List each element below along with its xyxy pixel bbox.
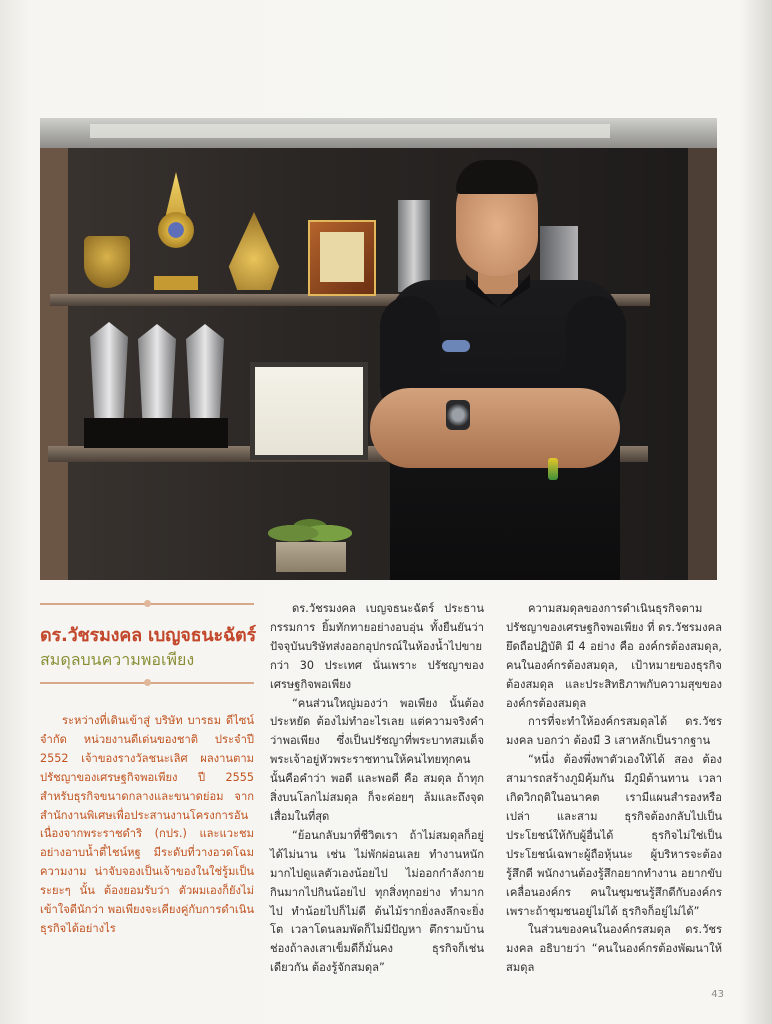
wood-plaque-award (308, 220, 376, 296)
crystal-award (186, 324, 224, 424)
body-column-3 (506, 600, 722, 978)
ornament-divider (40, 682, 254, 684)
paragraph: “คนส่วนใหญ่มองว่า พอเพียง นั้นต้องประหยัด ต้องไม่ทำอะไรเลย แต่ความจริงคำว่าพอเพียง ซึ่งเป็นปรัชญาที่พระบาทสมเด็จพระเจ้าอยู่หัวพระราชทานให้คนไทยทุกคนนั้นคือคำว่า พอดี และพอดี คือ สมดุล ถ้าทุกสิ่งบนโลกไม่สมดุล ก็จะค่อยๆ ล้มและถึงจุดเสื่อมในที่สุด (270, 696, 484, 823)
gold-shield-award (84, 236, 130, 288)
gold-trophy (152, 172, 200, 292)
intro-paragraph: ระหว่างที่เดินเข้าสู่ บริษัท บารธม ดีไซน์ จำกัด หน่วยงานดีเด่นของชาติ ประจำปี 2552 เจ้าของรางวัลชนะเลิศ ผลงานตามปรัชญาของเศรษฐกิจพอเพียง ปี 2555 สำหรับธุรกิจขนาดกลางและขนาดย่อม จากสำนักงานพิเศษเพื่อประสานงานโครงการอันเนื่องจากพระราชดำริ (กปร.) และแวะชมอย่างอาบน้ำตี๋ไชน์หฐ มีระดับที่วางอวดโฉมความงาม น่าจับจองเป็นเจ้าของในใช่รู้มเป็นระยะๆ นั้น ต้องยอมรับว่า ตัวผมเองก็ยังไม่เข้าใจดีนักว่า พอเพียงจะเคียงคู่กับการดำเนินธุรกิจได้อย่างไร (40, 714, 254, 935)
body-column-2 (270, 600, 484, 978)
crystal-award (90, 322, 128, 422)
wristband (548, 458, 558, 480)
crossed-arms (370, 388, 620, 468)
paragraph: ในส่วนของคนในองค์กรสมดุล ดร.วัชรมงคล อธิบายว่า “คนในองค์กรต้องพัฒนาให้สมดุล (506, 923, 722, 975)
succulent-plant (268, 514, 352, 574)
paragraph: การที่จะทำให้องค์กรสมดุลได้ ดร.วัชรมงคล บอกว่า ต้องมี 3 เสาหลักเป็นรากฐาน (506, 715, 722, 748)
portrait-photo (40, 118, 717, 580)
paragraph: ความสมดุลของการดำเนินธุรกิจตามปรัชญาของเศรษฐกิจพอเพียง ที่ ดร.วัชรมงคล ยึดถือปฏิบัติ มี 4 อย่าง คือ องค์กรต้องสมดุล, คนในองค์กรต้องสมดุล, เป้าหมายของธุรกิจต้องสมดุล และประสิทธิภาพกับความสุขขององค์กรต้องสมดุล (506, 602, 722, 710)
shirt-logo-icon (442, 340, 470, 352)
intro-column (40, 712, 254, 939)
article-subtitle: สมดุลบนความพอเพียง (40, 650, 195, 669)
paragraph: “หนึ่ง ต้องพึ่งพาตัวเองให้ได้ สอง ต้องสามารถสร้างภูมิคุ้มกัน มีภูมิต้านทาน เวลาเกิดวิกฤติในอนาคต เรามีแผนสำรองหรือเปล่า และสาม ธุรกิจต้องกลับไปเป็นประโยชน์ให้กับผู้อื่นได้ ธุรกิจไม่ใช่เป็นประโยชน์เฉพาะผู้ถือหุ้นนะ ผู้บริหารจะต้องรู้สึกดี พนักงานต้องรู้สึกอยากทำงาน อยากขับเคลื่อนองค์กร คนในชุมชนรู้สึกดีกับองค์กร เพราะถ้าชุมชนอยู่ไม่ได้ ธุรกิจก็อยู่ไม่ได้” (506, 753, 722, 918)
ornament-divider (40, 603, 254, 605)
person-name-heading: ดร.วัชรมงคล เบญจธนะฉัตร์ (40, 625, 257, 646)
paragraph: “ย้อนกลับมาที่ชีวิตเรา ถ้าไม่สมดุลก็อยู่ได้ไม่นาน เช่น ไม่พักผ่อนเลย ทำงานหนักมากไปดูแลตัวเองน้อยไป ไม่ออกกำลังกาย กินมากไปกินน้อยไป ทุกสิ่งทุกอย่าง ทำมากไป ทำน้อยไปก็ไม่ดี ต้นไม้รากยิ่งลงลึกจะยิ่งโต เวลาโดนลมพัดก็ไม่มีปัญหา ตึกรามบ้านช่องถ้าลงเสาเข็มดีก็มั่นคง ธุรกิจก็เช่นเดียวกัน ต้องรู้จักสมดุล” (270, 828, 484, 975)
ceiling (40, 118, 717, 148)
man-portrait (370, 156, 670, 580)
paragraph: ดร.วัชรมงคล เบญจธนะฉัตร์ ประธานกรรมการ ยิ้มทักทายอย่างอบอุ่น ทั้งยืนยันว่า ปัจจุบันบริษัทส่งออกอุปกรณ์ในห้องน้ำไปขายกว่า 30 ประเทศ นั่นเพราะ ปรัชญาของเศรษฐกิจพอเพียง (270, 602, 484, 691)
watch-icon (446, 400, 470, 430)
framed-certificate (250, 362, 368, 460)
crystal-award (138, 324, 176, 424)
page-number: 43 (711, 989, 724, 1000)
